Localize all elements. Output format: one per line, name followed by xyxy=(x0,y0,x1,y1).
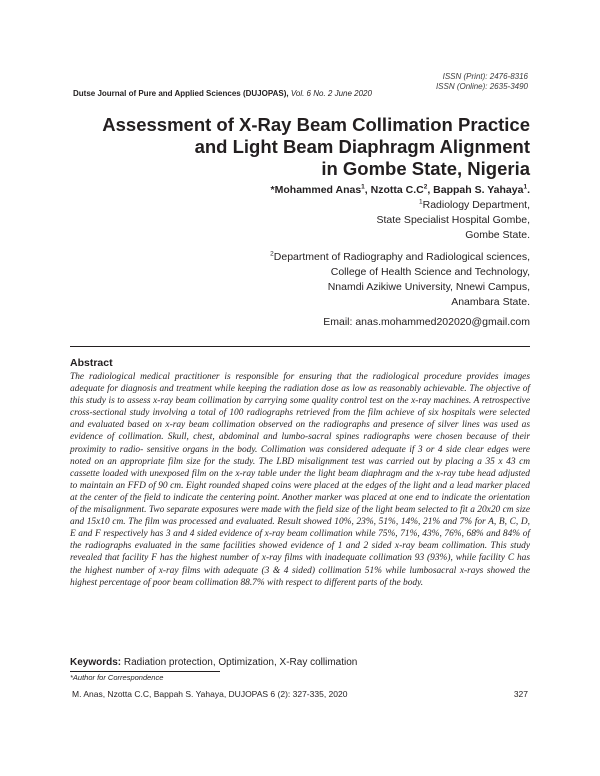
affiliation-2-sup: 2 xyxy=(270,250,274,258)
affiliation-1-line-1: $^1$Radiology Department, xyxy=(418,198,530,211)
affiliation-2-line-3: Nnamdi Azikiwe University, Nnewi Campus, xyxy=(327,281,530,293)
issn-online: ISSN (Online): 2635-3490 xyxy=(435,82,528,91)
keywords-text: Radiation protection, Optimization, X-Ray collimation xyxy=(121,657,358,668)
affiliation-1-sup: 1 xyxy=(418,198,423,206)
abstract-heading: Abstract xyxy=(70,357,113,369)
affiliation-2 xyxy=(130,250,530,310)
author-1-sup: 1 xyxy=(361,183,365,191)
email-block xyxy=(130,315,530,330)
author-1: *Mohammed Anas xyxy=(270,184,362,196)
affiliation-1-line-2: State Specialist Hospital Gombe, xyxy=(376,214,530,226)
volume-issue: Vol. 6 No. 2 June 2020 xyxy=(290,89,372,98)
paper-title xyxy=(60,114,530,180)
correspondence-note: *Author for Correspondence xyxy=(70,671,220,682)
issn-block xyxy=(436,72,528,92)
title-line-3: in Gombe State, Nigeria xyxy=(321,158,530,179)
author-list xyxy=(130,183,530,198)
issn-print: ISSN (Print): 2476-8316 xyxy=(442,72,528,81)
author-3: , Bappah S. Yahaya xyxy=(427,184,524,196)
abstract-section xyxy=(70,346,530,589)
keywords-label: Keywords: xyxy=(70,657,122,668)
authors-affiliation-1 xyxy=(130,183,530,243)
title-line-1: Assessment of X-Ray Beam Collimation Practice xyxy=(102,114,530,135)
footer-citation: M. Anas, Nzotta C.C, Bappah S. Yahaya, DUJOPAS 6 (2): 327-335, 2020 xyxy=(72,689,348,699)
journal-name: Dutse Journal of Pure and Applied Sciences (DUJOPAS), xyxy=(73,89,289,98)
abstract-text: The radiological medical practitioner is responsible for ensuring that the radiological procedure provides images adequate for diagnosis and treatment while keeping the radiation dose as low as reasonably achievable. The objective of this study is to assess x-ray beam collimation by carrying some quality control test on the x-ray machines. A retrospective cross-sectional study involving a total of 100 radiographs retrieved from the film achieve of six hospitals were selected and evaluated based on x-ray beam collimation observed on the radiographs and presence of silver lines was used as evidence of collimation. Skull, chest, abdominal and lumbo-sacral spines radiographs were chosen because of their proximity to radio- sensitive organs in the body. Collimation was considered adequate if 3 or 4 side clear edges were noted on an appropriate film size for the study. The LBD misalignment test was carried out by placing a 35 x 43 cm cassette loaded with unexposed film on the x-ray table under the light beam diaphragm and the x-ray tube head adjusted to maintain an FFD of 90 cm. Eight rounded shaped coins were placed at the edges of the light and a lead marker placed at the center of the field to indicate the centering point. Another marker was placed at one end to indicate the orientation of the misalignment. Two separate exposures were made with the field size of the light beam selected to fit a 20x20 cm size and 15x10 cm. The film was processed and evaluated. Result showed 10%, 23%, 51%, 14%, 21% and 7% for A, B, C, D, E and F respectively has 3 and 4 sided evidence of x-ray beam collimation while 75%, 71%, 43%, 76%, 68% and 84% of the radiographs evaluated in the same facilities showed evidence of 1 and 2 sided x-ray beam collimation. This study revealed that facility F has the highest number of x-ray films with inadequate collimation 93 (93%), while facility C has the highest number of x-ray films with adequate (3 & 4 sided) collimation 51% while lumbosacral x-rays showed the highest percentage of poor beam collimation 88.7% with respect to different parts of the body. xyxy=(70,372,530,588)
affiliation-1-line-3: Gombe State. xyxy=(465,229,530,241)
keywords-line xyxy=(70,657,357,669)
author-list-end: . xyxy=(527,184,530,196)
page-number: 327 xyxy=(513,689,528,699)
affiliation-2-line-4: Anambara State. xyxy=(451,296,530,308)
title-line-2: and Light Beam Diaphragm Alignment xyxy=(194,136,530,157)
author-2: , Nzotta C.C xyxy=(364,184,424,196)
author-2-sup: 2 xyxy=(423,183,428,191)
author-email: Email: anas.mohammed202020@gmail.com xyxy=(323,316,530,328)
affiliation-2-line-1: $^2$Department of Radiography and Radiological sciences, xyxy=(270,250,530,263)
journal-line xyxy=(73,89,372,99)
affiliation-2-line-2: College of Health Science and Technology, xyxy=(330,266,530,278)
author-3-sup: 1 xyxy=(523,183,528,191)
